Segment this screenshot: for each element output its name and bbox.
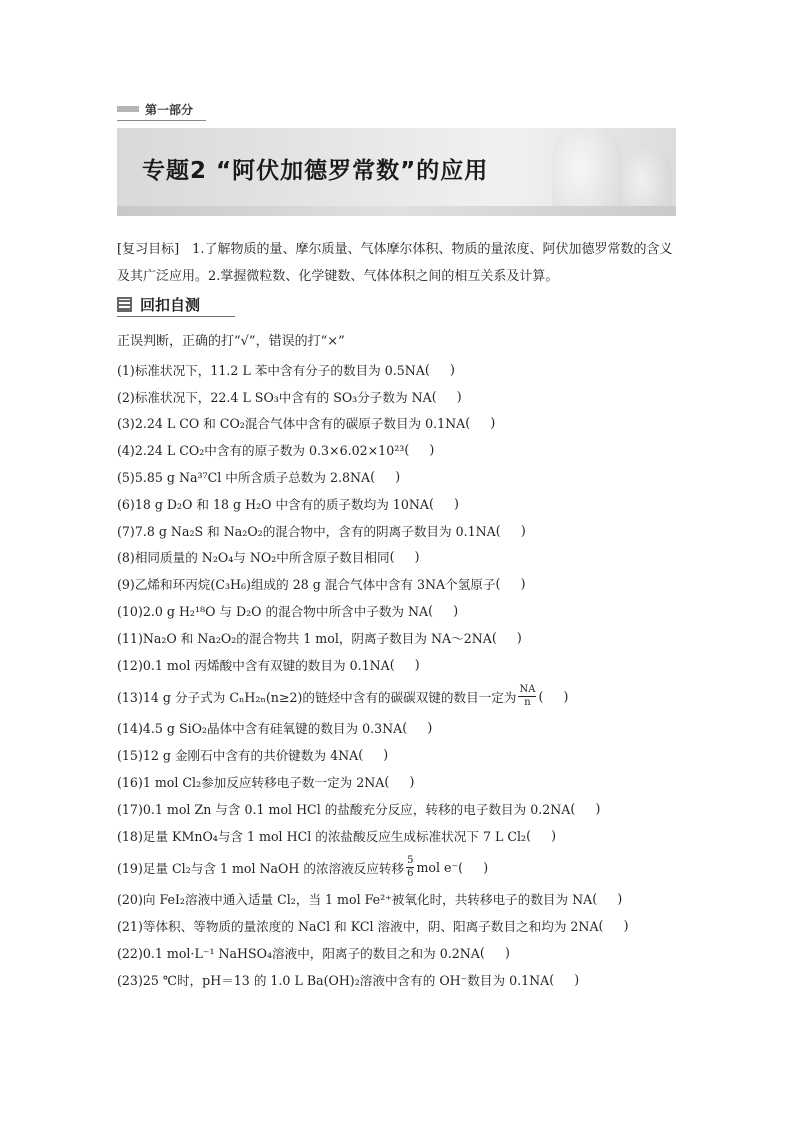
answer-blank[interactable] xyxy=(570,801,600,816)
list-item: (23)25 ℃时，pH＝13 的 1.0 L Ba(OH)₂溶液中含有的 OH⁻数目为 0.1NA ( ) xyxy=(117,966,697,993)
answer-blank[interactable] xyxy=(432,389,462,404)
list-item: (20)向 FeI₂溶液中通入适量 Cl₂，当 1 mol Fe²⁺被氧化时，共转移电子的数目为 NA ( ) xyxy=(117,886,697,913)
answer-blank[interactable] xyxy=(465,415,495,430)
answer-blank[interactable] xyxy=(549,972,579,987)
answer-blank[interactable] xyxy=(404,442,434,457)
fraction: $\frac{NA}{n}$ xyxy=(519,683,536,708)
answer-blank[interactable] xyxy=(538,689,568,704)
answer-blank[interactable] xyxy=(592,891,622,906)
list-item: (2)标准状况下，22.4 L SO₃中含有的 SO₃分子数为 NA ( ) xyxy=(117,383,697,410)
list-item: (4)2.24 L CO₂中含有的原子数为 0.3×6.02×10²³ ( ) xyxy=(117,436,697,463)
banner-stripe xyxy=(117,206,676,216)
answer-blank[interactable] xyxy=(390,549,420,564)
part-label xyxy=(117,98,206,121)
list-item: (13)14 g 分子式为 CₙH₂ₙ(n≥2)的链烃中含有的碳碳双键的数目一定为 $\frac{NA}{n}$ ( ) xyxy=(117,678,697,715)
list-item: (7)7.8 g Na₂S 和 Na₂O₂的混合物中，含有的阴离子数目为 0.1NA ( ) xyxy=(117,517,697,544)
list-item: (9)乙烯和环丙烷(C₃H₆)组成的 28 g 混合气体中含有 3NA个氢原子 ( ) xyxy=(117,570,697,597)
answer-blank[interactable] xyxy=(495,576,525,591)
title-banner xyxy=(117,128,676,216)
answer-blank[interactable] xyxy=(384,774,414,789)
list-item: (6)18 g D₂O 和 18 g H₂O 中含有的质子数均为 10NA ( ) xyxy=(117,490,697,517)
intro-instruction: 正误判断，正确的打“√”，错误的打“×” xyxy=(117,334,345,349)
page-title: 专题2 “阿伏加德罗常数”的应用 xyxy=(142,158,489,184)
answer-blank[interactable] xyxy=(390,657,420,672)
list-item: (12)0.1 mol 丙烯酸中含有双键的数目为 0.1NA ( ) xyxy=(117,651,697,678)
answer-blank[interactable] xyxy=(492,630,522,645)
list-item: (18)足量 KMnO₄与含 1 mol HCl 的浓盐酸反应生成标准状况下 7 L Cl₂ ( ) xyxy=(117,822,697,849)
flask-icon xyxy=(552,128,622,216)
list-item: (22)0.1 mol·L⁻¹ NaHSO₄溶液中，阳离子的数目之和为 0.2NA ( ) xyxy=(117,939,697,966)
list-item: (5)5.85 g Na³⁷Cl 中所含质子总数为 2.8NA ( ) xyxy=(117,463,697,490)
answer-blank[interactable] xyxy=(480,945,510,960)
list-item: (17)0.1 mol Zn 与含 0.1 mol HCl 的盐酸充分反应，转移的电子数目为 0.2NA ( ) xyxy=(117,795,697,822)
answer-blank[interactable] xyxy=(599,918,629,933)
list-item: (8)相同质量的 N₂O₄与 NO₂中所含原子数目相同 ( ) xyxy=(117,544,697,571)
answer-blank[interactable] xyxy=(458,860,488,875)
answer-blank[interactable] xyxy=(496,523,526,538)
list-item: (21)等体积、等物质的量浓度的 NaCl 和 KCl 溶液中，阴、阳离子数目之和均为 2NA ( ) xyxy=(117,912,697,939)
answer-blank[interactable] xyxy=(428,603,458,618)
question-list xyxy=(117,356,697,993)
answer-blank[interactable] xyxy=(402,720,432,735)
answer-blank[interactable] xyxy=(370,469,400,484)
list-item: (15)12 g 金刚石中含有的共价键数为 4NA ( ) xyxy=(117,741,697,768)
section-square-icon xyxy=(117,297,132,312)
answer-blank[interactable] xyxy=(425,362,455,377)
answer-blank[interactable] xyxy=(526,828,556,843)
list-item: (11)Na₂O 和 Na₂O₂的混合物共 1 mol，阴离子数目为 NA～2NA ( ) xyxy=(117,624,697,651)
section-heading xyxy=(117,292,235,317)
list-item: (1)标准状况下，11.2 L 苯中含有分子的数目为 0.5NA ( ) xyxy=(117,356,697,383)
part-bar-icon xyxy=(117,106,139,112)
list-item: (10)2.0 g H₂¹⁸O 与 D₂O 的混合物中所含中子数为 NA ( ) xyxy=(117,597,697,624)
review-goal: [复习目标] 1.了解物质的量、摩尔质量、气体摩尔体积、物质的量浓度、阿伏加德罗常数的含义及其广泛应用。2.掌握微粒数、化学键数、气体体积之间的相互关系及计算。 xyxy=(117,242,673,284)
answer-blank[interactable] xyxy=(358,747,388,762)
fraction: $\frac{5}{6}$ xyxy=(407,854,414,879)
section-title: 回扣自测 xyxy=(140,295,201,314)
list-item: (3)2.24 L CO 和 CO₂混合气体中含有的碳原子数目为 0.1NA ( ) xyxy=(117,410,697,437)
answer-blank[interactable] xyxy=(429,496,459,511)
list-item: (19)足量 Cl₂与含 1 mol NaOH 的浓溶液反应转移 $\frac{5}{6}$ mol e⁻ ( ) xyxy=(117,849,697,886)
list-item: (16)1 mol Cl₂参加反应转移电子数一定为 2NA ( ) xyxy=(117,768,697,795)
list-item: (14)4.5 g SiO₂晶体中含有硅氧键的数目为 0.3NA ( ) xyxy=(117,715,697,742)
part-label-text: 第一部分 xyxy=(145,102,194,117)
